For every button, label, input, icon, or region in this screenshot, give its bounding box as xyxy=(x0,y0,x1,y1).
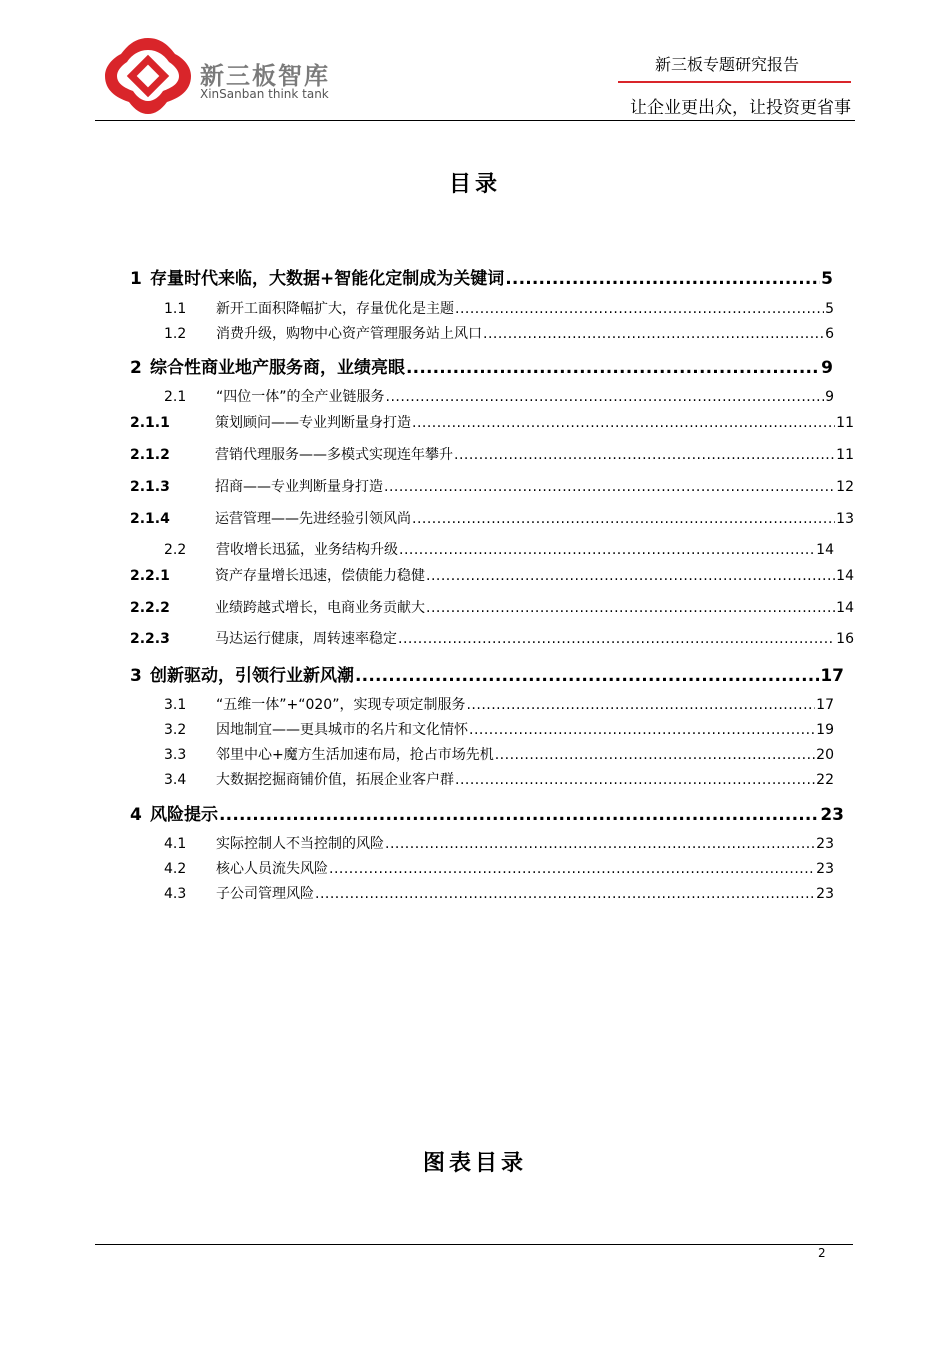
toc-entry-text: 消费升级，购物中心资产管理服务站上风口 xyxy=(216,326,482,342)
toc-entry[interactable] xyxy=(164,833,834,853)
toc-entry-text: 因地制宜——更具城市的名片和文化情怀 xyxy=(216,722,468,738)
toc-entry-text: 营收增长迅猛，业务结构升级 xyxy=(216,542,398,558)
page-number: 2 xyxy=(818,1246,826,1260)
toc-entry-number: 2.1 xyxy=(164,389,187,405)
toc-entry-number: 3.2 xyxy=(164,722,187,738)
toc-entry-page: 6 xyxy=(825,326,834,342)
toc-entry[interactable] xyxy=(164,883,834,903)
toc-entry[interactable] xyxy=(130,508,854,528)
toc-leader-dots xyxy=(505,269,820,289)
toc-entry-text: 招商——专业判断量身打造 xyxy=(215,479,383,495)
toc-entry-number: 4.3 xyxy=(164,886,187,902)
toc-entry-text: 存量时代来临，大数据+智能化定制成为关键词 xyxy=(150,269,505,289)
header-accent-line xyxy=(618,81,851,83)
toc-entry[interactable] xyxy=(130,597,854,617)
toc-entry[interactable] xyxy=(164,719,834,739)
toc-entry[interactable] xyxy=(130,353,833,378)
toc-entry-text: 马达运行健康，周转速率稳定 xyxy=(215,631,397,647)
toc-entry-page: 23 xyxy=(816,836,834,852)
toc-entry[interactable] xyxy=(130,264,833,289)
header-divider xyxy=(95,120,855,121)
toc-entry[interactable] xyxy=(130,628,854,648)
toc-entry[interactable] xyxy=(164,694,834,714)
toc-leader-dots xyxy=(455,772,815,788)
toc-entry-number: 2.2.3 xyxy=(130,631,170,647)
toc-entry-number: 2.1.4 xyxy=(130,511,170,527)
toc-entry-text: 运营管理——先进经验引领风尚 xyxy=(215,511,411,527)
brand-name-en: XinSanban think tank xyxy=(200,87,329,101)
toc-entry[interactable] xyxy=(164,744,834,764)
toc-entry-number: 1 xyxy=(130,269,142,289)
footer-divider xyxy=(95,1244,853,1245)
company-logo xyxy=(103,36,193,116)
toc-entry-text: 邻里中心+魔方生活加速布局，抢占市场先机 xyxy=(216,747,494,763)
toc-entry-number: 2.2 xyxy=(164,542,187,558)
toc-leader-dots xyxy=(455,301,824,317)
toc-entry-page: 5 xyxy=(821,269,833,289)
toc-entry-page: 11 xyxy=(836,447,854,463)
toc-entry-text: 营销代理服务——多模式实现连年攀升 xyxy=(215,447,453,463)
toc-entry-text: 子公司管理风险 xyxy=(216,886,314,902)
toc-entry-page: 9 xyxy=(821,358,833,378)
toc-entry[interactable] xyxy=(130,476,854,496)
figures-toc-title: 图表目录 xyxy=(422,1151,527,1176)
toc-entry-text: 资产存量增长迅速，偿债能力稳健 xyxy=(215,568,425,584)
toc-entry-number: 4 xyxy=(130,805,142,825)
toc-entry-text: 综合性商业地产服务商，业绩亮眼 xyxy=(150,358,405,378)
toc-leader-dots xyxy=(426,600,835,616)
toc-entry-number: 2.1.3 xyxy=(130,479,170,495)
brand-name-cn: 新三板智库 xyxy=(200,62,330,90)
toc-entry-text: 风险提示 xyxy=(150,805,218,825)
toc-entry-page: 14 xyxy=(836,600,854,616)
toc-entry-text: “五维一体”+“020”，实现专项定制服务 xyxy=(216,697,466,713)
report-title: 新三板专题研究报告 xyxy=(655,55,800,74)
toc-entry[interactable] xyxy=(130,800,844,825)
header-slogan: 让企业更出众，让投资更省事 xyxy=(630,98,851,118)
toc-entry-text: 业绩跨越式增长，电商业务贡献大 xyxy=(215,600,425,616)
toc-entry-number: 1.2 xyxy=(164,326,187,342)
toc-entry-page: 22 xyxy=(816,772,834,788)
toc-leader-dots xyxy=(315,886,815,902)
toc-leader-dots xyxy=(454,447,835,463)
toc-leader-dots xyxy=(386,389,825,405)
toc-entry-number: 3 xyxy=(130,666,142,686)
toc-title: 目录 xyxy=(448,172,501,197)
toc-entry-text: 实际控制人不当控制的风险 xyxy=(216,836,384,852)
toc-entry-page: 11 xyxy=(836,415,854,431)
toc-leader-dots xyxy=(399,542,815,558)
toc-entry-text: 大数据挖掘商铺价值，拓展企业客户群 xyxy=(216,772,454,788)
toc-entry[interactable] xyxy=(164,539,834,559)
toc-leader-dots xyxy=(495,747,815,763)
toc-entry-number: 2.2.1 xyxy=(130,568,170,584)
toc-leader-dots xyxy=(385,836,815,852)
toc-leader-dots xyxy=(355,666,819,686)
toc-entry-page: 14 xyxy=(816,542,834,558)
toc-entry-page: 9 xyxy=(825,389,834,405)
toc-entry-page: 20 xyxy=(816,747,834,763)
toc-entry-page: 23 xyxy=(816,886,834,902)
toc-entry-text: 创新驱动，引领行业新风潮 xyxy=(150,666,354,686)
toc-leader-dots xyxy=(219,805,819,825)
toc-entry-number: 2.2.2 xyxy=(130,600,170,616)
toc-entry-number: 3.1 xyxy=(164,697,187,713)
toc-entry[interactable] xyxy=(130,444,854,464)
toc-leader-dots xyxy=(384,479,835,495)
toc-leader-dots xyxy=(483,326,824,342)
toc-entry-number: 2 xyxy=(130,358,142,378)
toc-entry-number: 3.3 xyxy=(164,747,187,763)
toc-entry-text: 新开工面积降幅扩大，存量优化是主题 xyxy=(216,301,454,317)
toc-entry-number: 2.1.1 xyxy=(130,415,170,431)
toc-leader-dots xyxy=(406,358,820,378)
toc-entry[interactable] xyxy=(130,412,854,432)
toc-entry-page: 5 xyxy=(825,301,834,317)
toc-entry-number: 2.1.2 xyxy=(130,447,170,463)
toc-entry[interactable] xyxy=(164,323,834,343)
toc-entry-text: 策划顾问——专业判断量身打造 xyxy=(215,415,411,431)
toc-leader-dots xyxy=(466,697,815,713)
toc-entry[interactable] xyxy=(130,661,844,686)
toc-entry-page: 23 xyxy=(820,805,844,825)
toc-leader-dots xyxy=(329,861,815,877)
toc-entry-number: 4.2 xyxy=(164,861,187,877)
toc-entry[interactable] xyxy=(164,858,834,878)
toc-entry-page: 16 xyxy=(836,631,854,647)
toc-leader-dots xyxy=(426,568,835,584)
toc-entry-number: 4.1 xyxy=(164,836,187,852)
toc-entry[interactable] xyxy=(164,769,834,789)
toc-entry-page: 17 xyxy=(820,666,844,686)
toc-entry-number: 1.1 xyxy=(164,301,187,317)
toc-entry[interactable] xyxy=(164,298,834,318)
toc-entry[interactable] xyxy=(164,386,834,406)
toc-leader-dots xyxy=(469,722,815,738)
toc-entry-text: “四位一体”的全产业链服务 xyxy=(216,389,385,405)
toc-entry-page: 17 xyxy=(816,697,834,713)
toc-entry-page: 14 xyxy=(836,568,854,584)
toc-leader-dots xyxy=(412,511,835,527)
toc-entry-number: 3.4 xyxy=(164,772,187,788)
toc-entry-text: 核心人员流失风险 xyxy=(216,861,328,877)
toc-entry-page: 19 xyxy=(816,722,834,738)
toc-entry[interactable] xyxy=(130,565,854,585)
toc-entry-page: 12 xyxy=(836,479,854,495)
toc-leader-dots xyxy=(398,631,835,647)
toc-leader-dots xyxy=(412,415,835,431)
toc-entry-page: 13 xyxy=(836,511,854,527)
toc-entry-page: 23 xyxy=(816,861,834,877)
